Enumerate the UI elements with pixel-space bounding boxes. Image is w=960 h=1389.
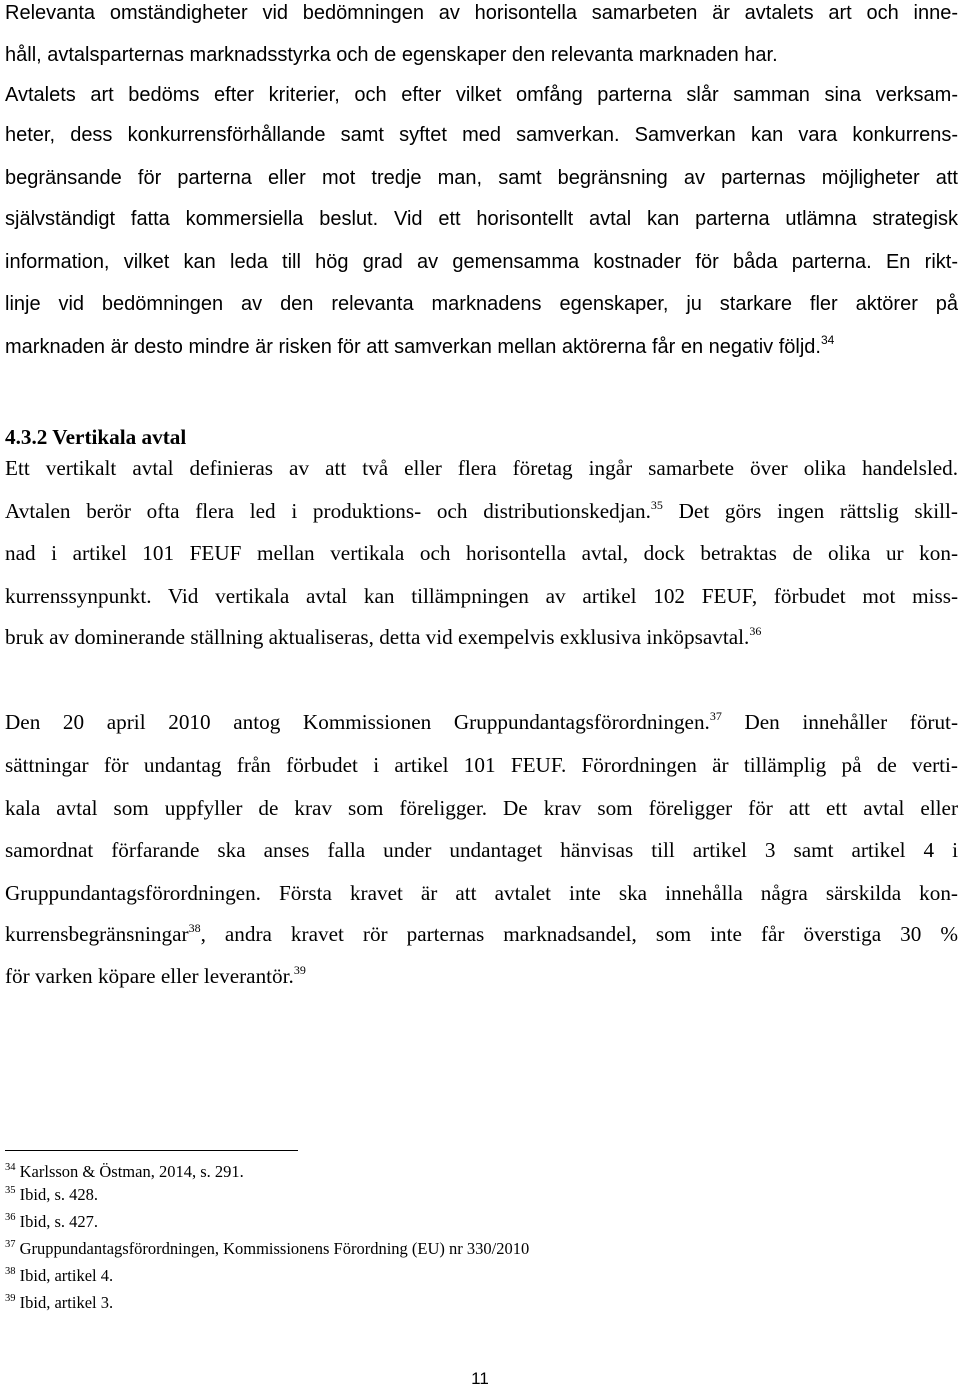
body-text: kurrensbegränsningar (5, 922, 189, 946)
body-line: Avtalets art bedöms efter kriterier, och efter vilket omfång parterna slår samman sina verksam- (5, 84, 958, 106)
footnote-number: 38 (5, 1266, 16, 1277)
footnote-number: 39 (5, 1293, 16, 1304)
body-line: begränsande för parterna eller mot tredje man, samt begränsning av parternas möjligheter att (5, 167, 958, 189)
body-line: kurrenssynpunkt. Vid vertikala avtal kan tillämpningen av artikel 102 FEUF, förbudet mot miss- (5, 584, 958, 608)
footnote-number: 35 (5, 1185, 16, 1196)
footnote (5, 1162, 244, 1182)
body-text: marknaden är desto mindre är risken för att samverkan mellan aktörerna får en negativ följd. (5, 336, 821, 358)
footnote-text: Ibid, artikel 3. (19, 1293, 114, 1312)
body-text: Den innehåller förut- (721, 710, 958, 734)
footnote (5, 1293, 113, 1313)
body-line (5, 709, 958, 735)
footnote-separator (5, 1150, 298, 1151)
body-line: samordnat förfarande ska anses falla under undantaget hänvisas till artikel 3 samt artikel 4 i (5, 838, 958, 862)
body-text: , andra kravet rör parternas marknadsandel, som inte får överstiga 30 % (200, 922, 958, 946)
body-line: Gruppundantagsförordningen. Första kravet är att avtalet inte ska innehålla några särskilda kon- (5, 881, 958, 905)
body-line: Ett vertikalt avtal definieras av att två eller flera företag ingår samarbete över olika handelsled. (5, 456, 958, 480)
footnote-number: 37 (5, 1239, 16, 1250)
footnote-ref: 36 (749, 624, 762, 638)
body-line (5, 334, 958, 360)
footnote-ref: 38 (188, 921, 201, 935)
footnote-number: 36 (5, 1212, 16, 1223)
footnote-text: Ibid, s. 428. (19, 1185, 98, 1204)
body-text: Avtalen berör ofta flera led i produktions- och distributionskedjan. (5, 499, 651, 523)
body-line: heter, dess konkurrensförhållande samt syftet med samverkan. Samverkan kan vara konkurrens- (5, 124, 958, 146)
footnote (5, 1185, 98, 1205)
body-line (5, 498, 958, 524)
footnote-ref: 35 (650, 498, 663, 512)
body-line: nad i artikel 101 FEUF mellan vertikala och horisontella avtal, dock betraktas de olika ur kon- (5, 541, 958, 565)
footnote-text: Ibid, artikel 4. (19, 1266, 114, 1285)
body-line: självständigt fatta kommersiella beslut. Vid ett horisontellt avtal kan parterna utlämna strategisk (5, 208, 958, 230)
body-text: för varken köpare eller leverantör. (5, 964, 294, 988)
body-text: Det görs ingen rättslig skill- (662, 499, 958, 523)
footnote-ref: 37 (709, 709, 722, 723)
page-number: 11 (471, 1369, 489, 1388)
body-text: Den 20 april 2010 antog Kommissionen Gruppundantagsförordningen. (5, 710, 710, 734)
footnote-text: Gruppundantagsförordningen, Kommissionens Förordning (EU) nr 330/2010 (19, 1239, 530, 1258)
body-line (5, 624, 958, 650)
footnote-number: 34 (5, 1162, 16, 1173)
footnote-ref: 34 (820, 333, 835, 347)
body-line: sättningar för undantag från förbudet i artikel 101 FEUF. Förordningen är tillämplig på de verti- (5, 753, 958, 777)
body-line: kala avtal som uppfyller de krav som föreligger. De krav som föreligger för att ett avtal eller (5, 796, 958, 820)
body-line (5, 921, 958, 947)
body-line (5, 963, 958, 989)
footnote (5, 1266, 113, 1286)
footnote-text: Ibid, s. 427. (19, 1212, 98, 1231)
section-heading: 4.3.2 Vertikala avtal (5, 425, 187, 449)
footnote-text: Karlsson & Östman, 2014, s. 291. (19, 1162, 244, 1181)
body-line: linje vid bedömningen av den relevanta marknadens egenskaper, ju starkare fler aktörer på (5, 293, 958, 315)
footnote-ref: 39 (293, 963, 306, 977)
body-line: håll, avtalsparternas marknadsstyrka och de egenskaper den relevanta marknaden har. (5, 44, 778, 66)
footnote (5, 1212, 98, 1232)
body-line: Relevanta omständigheter vid bedömningen av horisontella samarbeten är avtalets art och inne- (5, 2, 958, 24)
body-text: bruk av dominerande ställning aktualiseras, detta vid exempelvis exklusiva inköpsavtal. (5, 625, 750, 649)
footnote (5, 1239, 529, 1259)
body-line: information, vilket kan leda till hög grad av gemensamma kostnader för båda parterna. En rikt- (5, 251, 958, 273)
